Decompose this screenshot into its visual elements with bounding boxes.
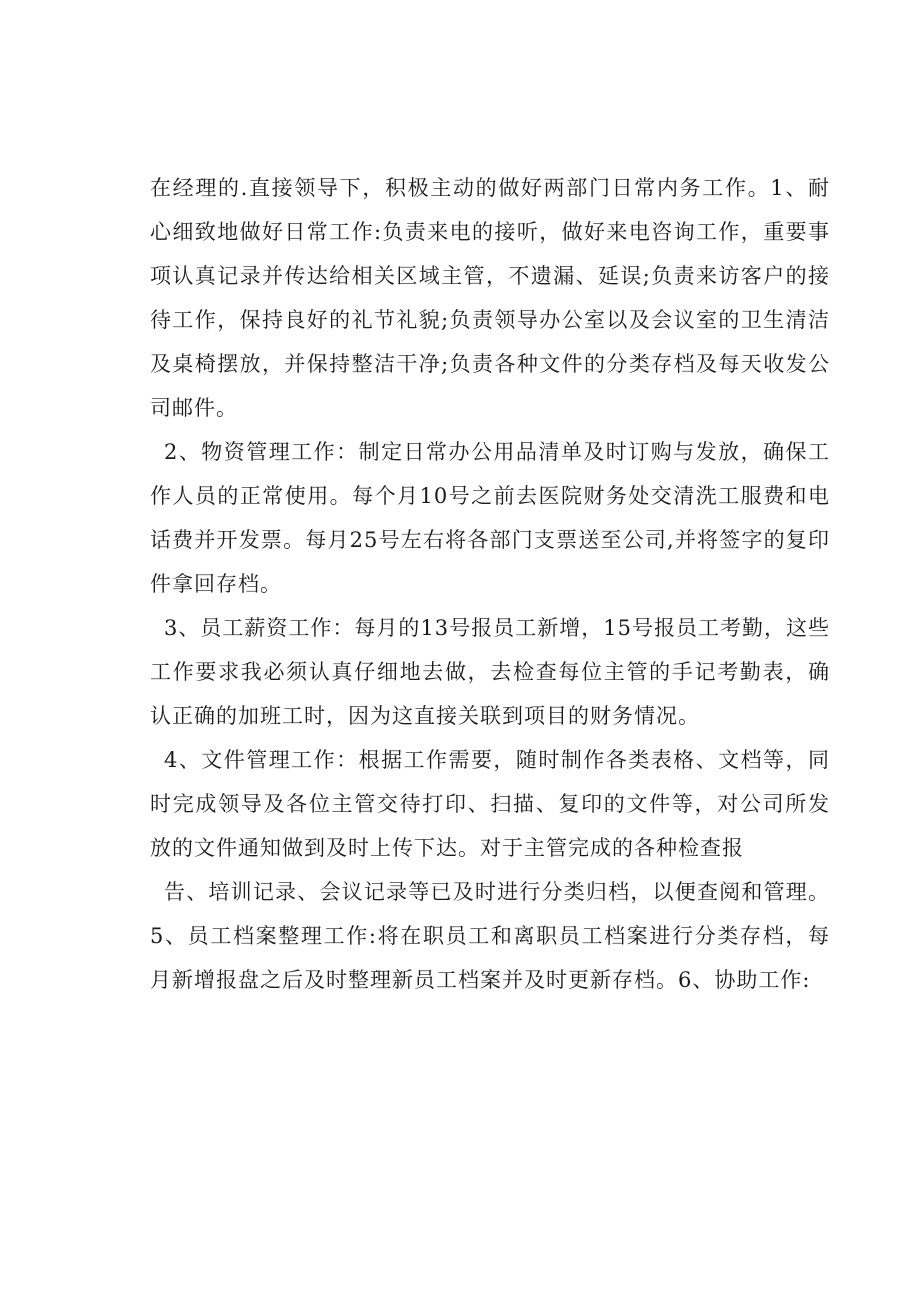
document-body <box>150 166 830 1002</box>
paragraph-archive: 告、培训记录、会议记录等已及时进行分类归档，以便查阅和管理。5、员工档案整理工作:将在职员工和离职员工档案进行分类存档，每月新增报盘之后及时整理新员工档案并及时更新存档。6、协助工作: <box>150 880 830 992</box>
paragraph-salary: 3、员工薪资工作：每月的13号报员工新增，15号报员工考勤，这些工作要求我必须认真仔细地去做，去检查每位主管的手记考勤表，确认正确的加班工时，因为这直接关联到项目的财务情况。 <box>150 616 830 728</box>
paragraph-materials: 2、物资管理工作：制定日常办公用品清单及时订购与发放，确保工作人员的正常使用。每个月10号之前去医院财务处交清洗工服费和电话费并开发票。每月25号左右将各部门支票送至公司,并将签字的复印件拿回存档。 <box>150 440 830 596</box>
paragraph-files: 4、文件管理工作：根据工作需要，随时制作各类表格、文档等，同时完成领导及各位主管交待打印、扫描、复印的文件等，对公司所发放的文件通知做到及时上传下达。对于主管完成的各种检查报 <box>150 748 830 860</box>
paragraph-intro: 在经理的.直接领导下，积极主动的做好两部门日常内务工作。1、耐心细致地做好日常工作:负责来电的接听，做好来电咨询工作，重要事项认真记录并传达给相关区域主管，不遗漏、延误;负责来访客户的接待工作，保持良好的礼节礼貌;负责领导办公室以及会议室的卫生清洁及桌椅摆放，并保持整洁干净;负责各种文件的分类存档及每天收发公司邮件。 <box>150 176 830 420</box>
